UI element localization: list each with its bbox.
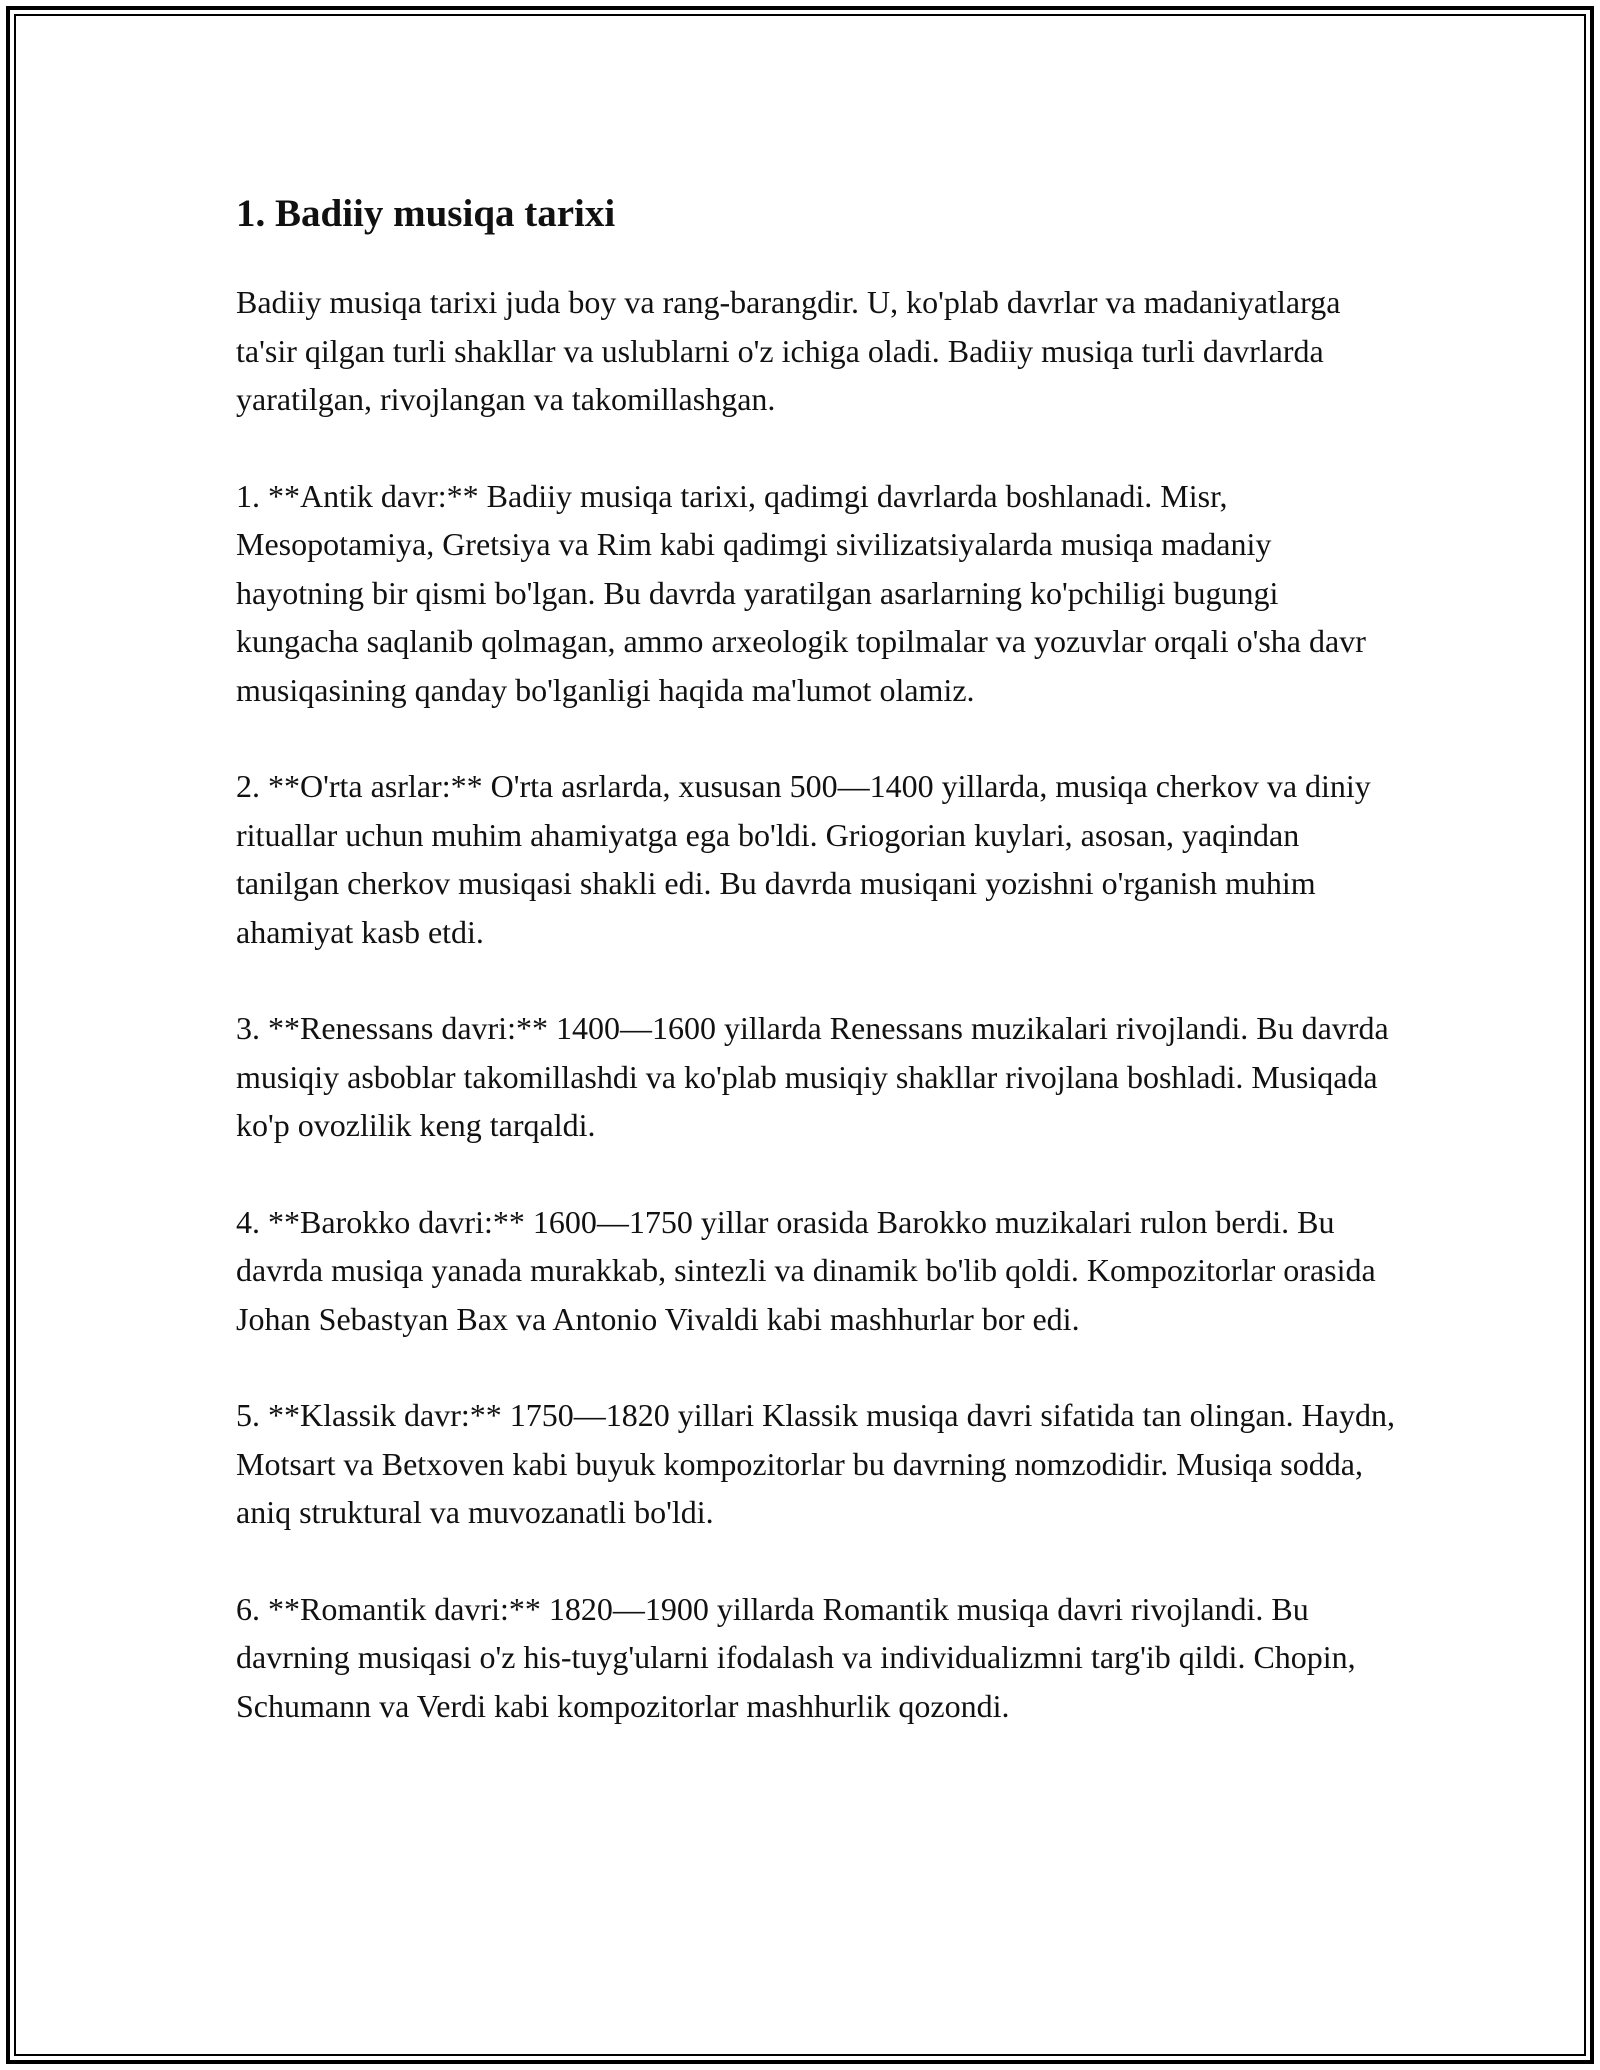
document-title: 1. Badiiy musiqa tarixi bbox=[236, 192, 616, 235]
period-klassik: 5. **Klassik davr:** 1750—1820 yillari Klassik musiqa davri sifatida tan olingan. Haydn, Motsart va Betxoven kabi buyuk kompozitorlar bu davrning nomzodidir. Musiqa sodda, aniq struktural va muvozanatli bo'ldi. bbox=[236, 1397, 1395, 1530]
period-renessans: 3. **Renessans davri:** 1400—1600 yillarda Renessans muzikalari rivojlandi. Bu davrda musiqiy asboblar takomillashdi va ko'plab musiqiy shakllar rivojlana boshladi. Musiqada ko'p ovozlilik keng tarqaldi. bbox=[236, 1010, 1389, 1143]
document-body bbox=[236, 186, 1396, 1730]
period-barokko: 4. **Barokko davri:** 1600—1750 yillar orasida Barokko muzikalari rulon berdi. Bu davrda musiqa yanada murakkab, sintezli va dinamik bo'lib qoldi. Kompozitorlar orasida Johan Sebastyan Bax va Antonio Vivaldi kabi mashhurlar bor edi. bbox=[236, 1203, 1376, 1337]
history-periods-list bbox=[236, 472, 1396, 1731]
period-orta-asrlar: 2. **O'rta asrlar:** O'rta asrlarda, xususan 500—1400 yillarda, musiqa cherkov va diniy rituallar uchun muhim ahamiyatga ega bo'ldi. Griogorian kuylari, asosan, yaqindan tanilgan cherkov musiqasi shakli edi. Bu davrda musiqani yozishni o'rganish muhim ahamiyat kasb etdi. bbox=[236, 768, 1371, 950]
period-romantik: 6. **Romantik davri:** 1820—1900 yillarda Romantik musiqa davri rivojlandi. Bu davrning musiqasi o'z his-tuyg'ularni ifodalash va individualizmni targ'ib qildi. Chopin, Schumann va Verdi kabi kompozitorlar mashhurlik qozondi. bbox=[236, 1590, 1356, 1724]
period-antik: 1. **Antik davr:** Badiiy musiqa tarixi, qadimgi davrlarda boshlanadi. Misr, Mesopotamiya, Gretsiya va Rim kabi qadimgi sivilizatsiyalarda musiqa madaniy hayotning bir qismi bo'lgan. Bu davrda yaratilgan asarlarning ko'pchiligi bugungi kungacha saqlanib qolmagan, ammo arxeologik topilmalar va yozuvlar orqali o'sha davr musiqasining qanday bo'lganligi haqida ma'lumot olamiz. bbox=[236, 477, 1366, 708]
intro-paragraph: Badiiy musiqa tarixi juda boy va rang-barangdir. U, ko'plab davrlar va madaniyatlarga ta'sir qilgan turli shakllar va uslublarni o'z ichiga oladi. Badiiy musiqa turli davrlarda yaratilgan, rivojlangan va takomillashgan. bbox=[236, 284, 1341, 417]
